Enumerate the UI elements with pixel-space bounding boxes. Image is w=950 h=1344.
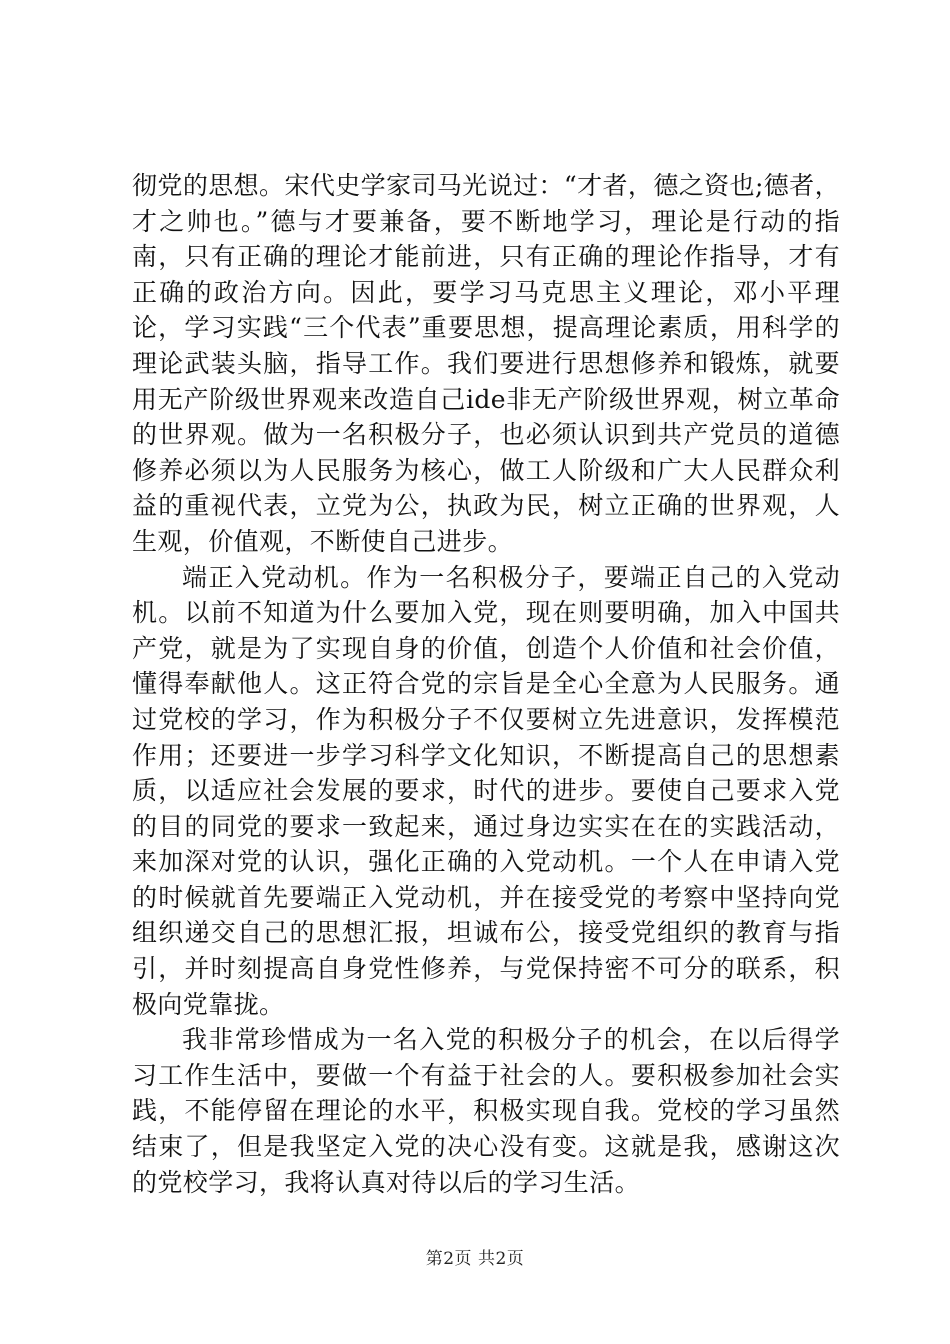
page-footer: 第2页 共2页 (425, 1249, 525, 1269)
paragraph-2: 端正入党动机。作为一名积极分子，要端正自己的入党动机。以前不知道为什么要加入党，现在则要明确，加入中国共产党，就是为了实现自身的价值，创造个人价值和社会价值，懂得奉献他人。这正符合党的宗旨是全心全意为人民服务。通过党校的学习，作为积极分子不仅要树立先进意识，发挥模范作用；还要进一步学习科学文化知识，不断提高自己的思想素质，以适应社会发展的要求，时代的进步。要使自己要求入党的目的同党的要求一致起来，通过身边实实在在的实践活动，来加深对党的认识，强化正确的入党动机。一个人在申请入党的时候就首先要端正入党动机，并在接受党的考察中坚持向党组织递交自己的思想汇报，坦诚布公，接受党组织的教育与指引，并时刻提高自身党性修养，与党保持密不可分的联系，积极向党靠拢。 (132, 562, 840, 1019)
paragraph-3: 我非常珍惜成为一名入党的积极分子的机会，在以后得学习工作生活中，要做一个有益于社会的人。要积极参加社会实践，不能停留在理论的水平，积极实现自我。党校的学习虽然结束了，但是我坚定入党的决心没有变。这就是我，感谢这次的党校学习，我将认真对待以后的学习生活。 (132, 1025, 840, 1197)
document-body (132, 168, 840, 1200)
paragraph-1: 彻党的思想。宋代史学家司马光说过：“才者，德之资也;德者，才之帅也。”德与才要兼备，要不断地学习，理论是行动的指南，只有正确的理论才能前进，只有正确的理论作指导，才有正确的政治方向。因此，要学习马克思主义理论，邓小平理论，学习实践“三个代表”重要思想，提高理论素质，用科学的理论武装头脑，指导工作。我们要进行思想修养和锻炼，就要用无产阶级世界观来改造自己ide非无产阶级世界观，树立革命的世界观。做为一名积极分子，也必须认识到共产党员的道德修养必须以为人民服务为核心，做工人阶级和广大人民群众利益的重视代表，立党为公，执政为民，树立正确的世界观，人生观，价值观，不断使自己进步。 (132, 171, 840, 556)
